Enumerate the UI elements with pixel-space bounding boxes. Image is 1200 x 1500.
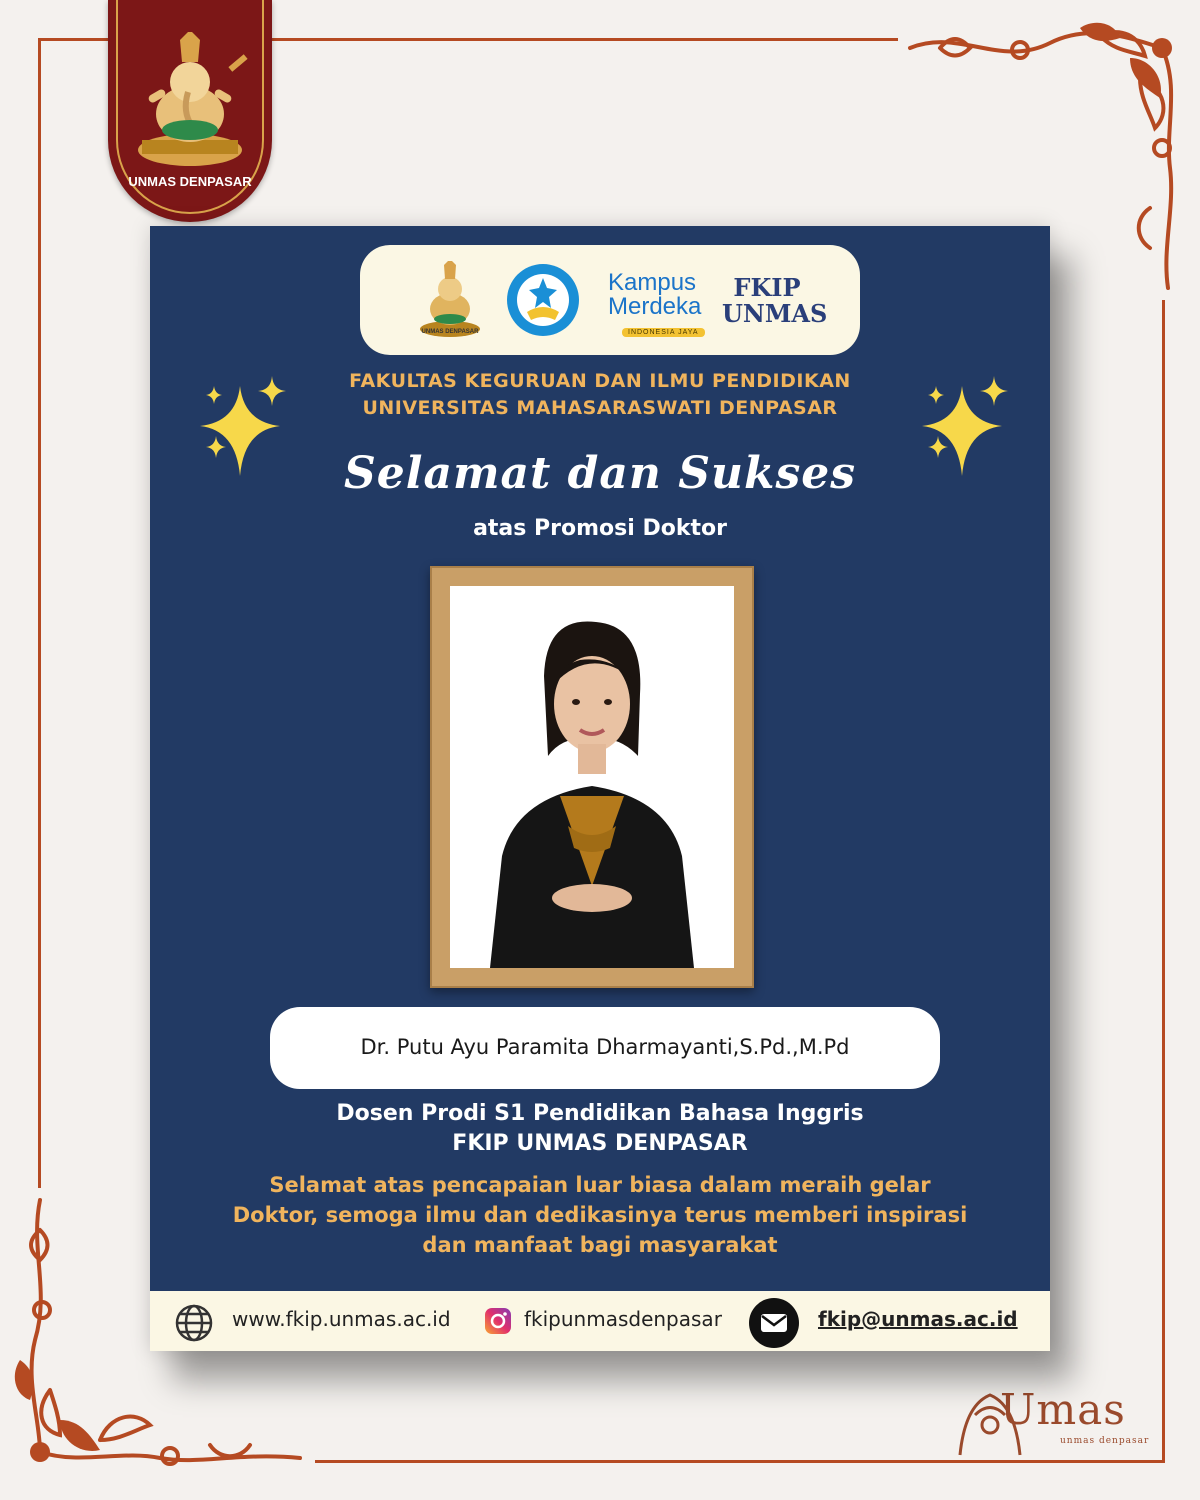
ganesha-logo-icon bbox=[130, 32, 250, 172]
fkip-line1: FKIP bbox=[733, 273, 801, 302]
tut-wuri-handayani-icon bbox=[505, 262, 581, 338]
faculty-line2: UNIVERSITAS MAHASARASWATI DENPASAR bbox=[362, 397, 838, 419]
ganesha-caption: UNMAS DENPASAR bbox=[421, 329, 479, 335]
fkip-line2: UNMAS bbox=[722, 299, 828, 328]
mail-icon bbox=[748, 1297, 800, 1349]
faculty-line1: FAKULTAS KEGURUAN DAN ILMU PENDIDIKAN bbox=[349, 370, 851, 392]
honoree-role bbox=[150, 1099, 1050, 1159]
website-link[interactable]: www.fkip.unmas.ac.id bbox=[232, 1307, 451, 1331]
watermark-title: Umas bbox=[1000, 1385, 1126, 1434]
fkip-unmas-logo bbox=[722, 273, 828, 328]
role-line2: FKIP UNMAS DENPASAR bbox=[452, 1131, 748, 1156]
kampus-line1: Kampus bbox=[608, 269, 697, 296]
watermark-subtitle: unmas denpasar bbox=[1060, 1436, 1150, 1446]
congratulations-title: Selamat dan Sukses bbox=[343, 448, 857, 499]
unmas-badge bbox=[108, 0, 272, 222]
promotion-subtitle: atas Promosi Doktor bbox=[473, 516, 727, 541]
contact-bar bbox=[150, 1291, 1050, 1351]
message-line2: Doktor, semoga ilmu dan dedikasinya terus memberi inspirasi bbox=[232, 1203, 968, 1227]
kampus-line2: Merdeka bbox=[608, 293, 702, 320]
message-line3: dan manfaat bagi masyarakat bbox=[422, 1233, 778, 1257]
frame-line-left bbox=[38, 38, 41, 1188]
portrait-person-icon bbox=[450, 586, 734, 968]
frame-line-right bbox=[1162, 300, 1165, 1460]
kampus-merdeka-tagline: INDONESIA JAYA bbox=[622, 328, 705, 337]
globe-icon bbox=[174, 1303, 214, 1343]
faculty-heading bbox=[150, 368, 1050, 422]
logo-bar bbox=[360, 245, 860, 355]
instagram-handle[interactable]: fkipunmasdenpasar bbox=[524, 1307, 722, 1331]
congratulation-message bbox=[150, 1170, 1050, 1260]
ganesha-small-icon bbox=[415, 261, 485, 339]
message-line1: Selamat atas pencapaian luar biasa dalam meraih gelar bbox=[269, 1173, 931, 1197]
email-link[interactable]: fkip@unmas.ac.id bbox=[818, 1307, 1018, 1331]
role-line1: Dosen Prodi S1 Pendidikan Bahasa Inggris bbox=[336, 1101, 864, 1126]
badge-label: UNMAS DENPASAR bbox=[128, 174, 252, 189]
portrait-photo bbox=[450, 586, 734, 968]
honoree-name-pill bbox=[270, 1007, 940, 1089]
honoree-name: Dr. Putu Ayu Paramita Dharmayanti,S.Pd.,M.Pd bbox=[360, 1035, 850, 1059]
instagram-icon bbox=[484, 1307, 512, 1335]
congratulation-poster bbox=[150, 226, 1050, 1351]
portrait-frame bbox=[430, 566, 754, 988]
kampus-merdeka-logo bbox=[608, 271, 701, 319]
